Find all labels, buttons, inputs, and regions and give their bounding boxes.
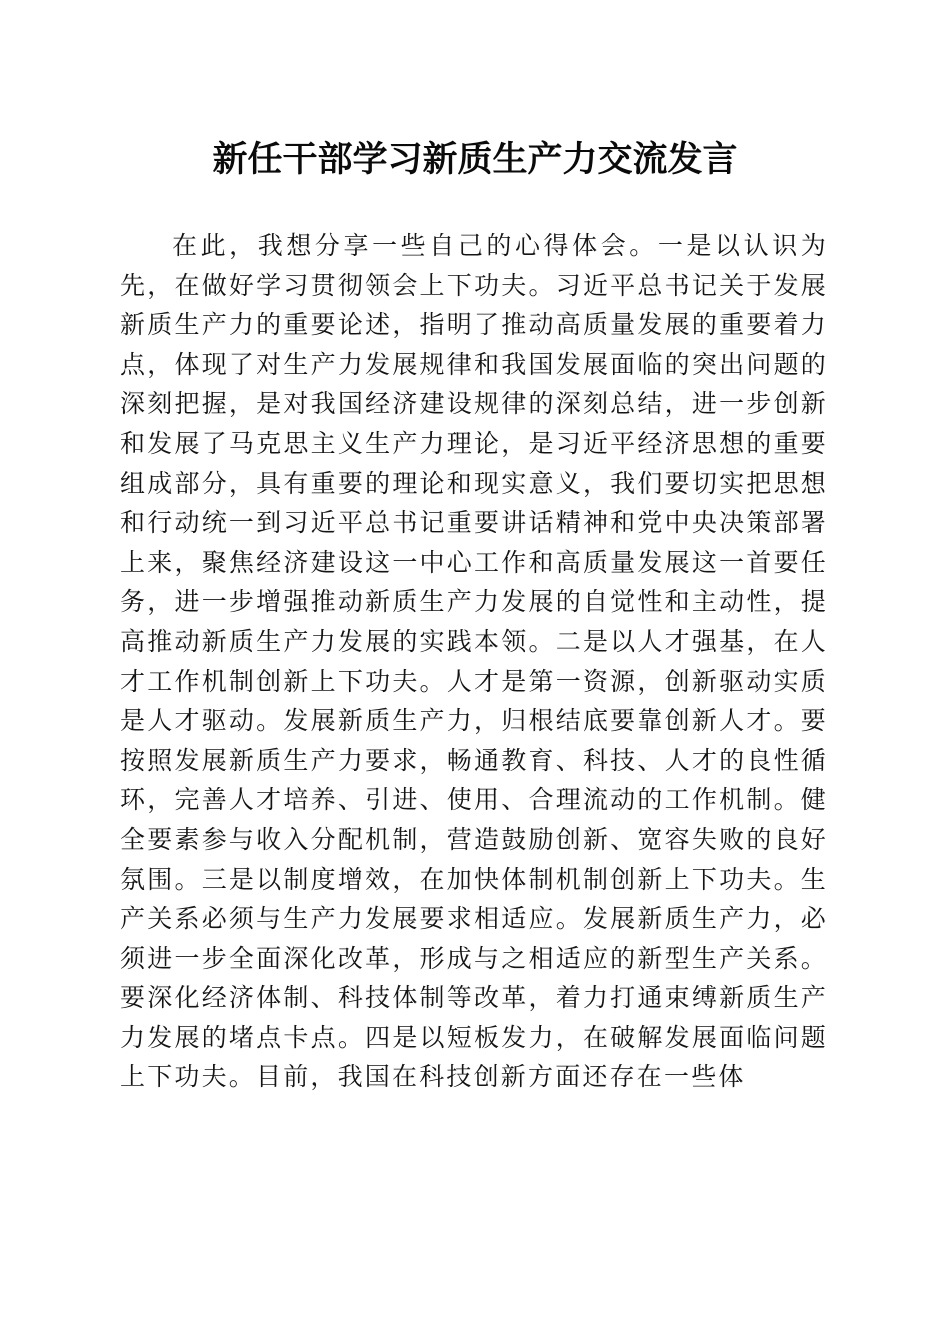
- document-title: 新任干部学习新质生产力交流发言: [212, 139, 738, 180]
- document-body-paragraph: 在此，我想分享一些自己的心得体会。一是以认识为先，在做好学习贯彻领会上下功夫。习近平总书记关于发展新质生产力的重要论述，指明了推动高质量发展的重要着力点，体现了对生产力发展规律和我国发展面临的突出问题的深刻把握，是对我国经济建设规律的深刻总结，进一步创新和发展了马克思主义生产力理论，是习近平经济思想的重要组成部分，具有重要的理论和现实意义，我们要切实把思想和行动统一到习近平总书记重要讲话精神和党中央决策部署上来，聚焦经济建设这一中心工作和高质量发展这一首要任务，进一步增强推动新质生产力发展的自觉性和主动性，提高推动新质生产力发展的实践本领。二是以人才强基，在人才工作机制创新上下功夫。人才是第一资源，创新驱动实质是人才驱动。发展新质生产力，归根结底要靠创新人才。要按照发展新质生产力要求，畅通教育、科技、人才的良性循环，完善人才培养、引进、使用、合理流动的工作机制。健全要素参与收入分配机制，营造鼓励创新、宽容失败的良好氛围。三是以制度增效，在加快体制机制创新上下功夫。生产关系必须与生产力发展要求相适应。发展新质生产力，必须进一步全面深化改革，形成与之相适应的新型生产关系。要深化经济体制、科技体制等改革，着力打通束缚新质生产力发展的堵点卡点。四是以短板发力，在破解发展面临问题上下功夫。目前，我国在科技创新方面还存在一些体: [120, 231, 828, 1092]
